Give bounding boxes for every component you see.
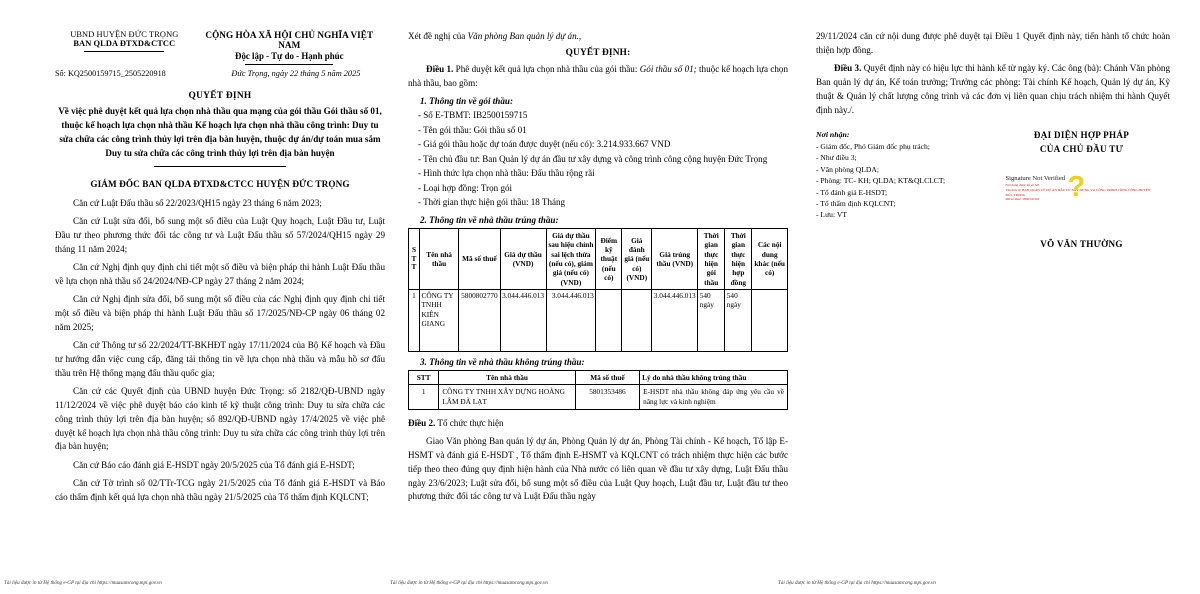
- page-footer: Tài liệu được in từ Hệ thống e-GP tại địa chỉ https://muasamcong.mpi.gov.vn: [778, 580, 936, 586]
- table-header-row: [409, 228, 788, 289]
- preamble-item: Căn cứ Nghị định sửa đổi, bổ sung một số điều của các Nghị định quy định chi tiết một số điều và biện pháp thi hành Luật Đấu thầu số 17/2025/NĐ-CP ngày 06 tháng 02 năm 2025;: [55, 294, 385, 332]
- signer-name: VÕ VĂN THƯỜNG: [1040, 238, 1123, 249]
- col-header-contract-duration: Thời gian thực hiện hợp đồng: [725, 228, 752, 289]
- page-footer: Tài liệu được in từ Hệ thống e-GP tại địa chỉ https://muasamcong.mpi.gov.vn: [390, 580, 548, 586]
- doc-number-row: [55, 69, 385, 78]
- cell-winning-price: 3.044.446.013: [652, 289, 698, 351]
- signature-block: [993, 129, 1170, 248]
- cell-contract-duration: 540 ngày: [725, 289, 752, 351]
- preamble-item: Căn cứ Nghị định quy định chi tiết một số điều và biện pháp thi hành Luật Đấu thầu về lựa chọn nhà thầu số 24/2024/NĐ-CP ngày 27 tháng 2 năm 2024;: [55, 262, 385, 286]
- question-mark-icon: ?: [1067, 170, 1086, 203]
- digital-signature-stamp: [1005, 170, 1158, 219]
- article-2-body: Giao Văn phòng Ban quản lý dự án, Phòng Quản lý dự án, Phòng Tài chính - Kế hoạch, Tổ lập E-HSMT và đánh giá E-HSDT , Tổ thẩm định E-HSMT và KQLCNT có trách nhiệm thực hiện các bước tiếp theo theo đúng quy định hiện hành của Nhà nước có liên quan về đầu tư xây dựng, Luật Đấu thầu ngày 23/6/2023; Luật sửa đổi, bổ sung một số điều của Luật Quy hoạch, Luật đầu tư, Luật đầu tư theo phương thức đối tác công tư và Luật Đấu thầu ngày: [408, 436, 788, 502]
- cell-package-duration: 540 ngày: [698, 289, 725, 351]
- representative-line-1: ĐẠI DIỆN HỢP PHÁP: [1033, 130, 1130, 141]
- col-header-stt: STT: [409, 370, 439, 384]
- cell-tech-score: [596, 289, 622, 351]
- recipients-title: Nơi nhận:: [816, 130, 850, 140]
- recipient-item: - Phòng: TC- KH; QLDA; KT&QLCLCT;: [816, 176, 946, 186]
- col-header-winning-price: Giá trúng thầu (VND): [652, 228, 698, 289]
- proposal-office: Văn phòng Ban quản lý dự án.,: [467, 31, 582, 41]
- column-two: [400, 30, 800, 594]
- cell-stt: 1: [409, 385, 439, 410]
- article-3-text: Quyết định này có hiệu lực thi hành kể từ ngày ký. Các ông (bà): Chánh Văn phòng Ban quản lý dự án, Kế toán trưởng; Trưởng các phòng: Tài chính Kế hoạch, Quản lý dự án, Kỹ thuật & Quản lý chất lượng công trình và các đơn vị liên quan chịu trách nhiệm thi hành Quyết định này./.: [816, 63, 1170, 115]
- recipient-item: - Tổ thẩm định KQLCNT;: [816, 199, 896, 209]
- cell-bidder-name: CÔNG TY TNHH KIÊN GIANG: [419, 289, 458, 351]
- section-3-heading: 3. Thông tin về nhà thầu không trúng thầu:: [420, 356, 585, 367]
- preamble-item: Căn cứ Báo cáo đánh giá E-HSDT ngày 20/5/2025 của Tổ đánh giá E-HSDT;: [73, 459, 355, 470]
- signature-detail-line-2: Tên đơn vị: BAN QUẢN LÝ DỰ ÁN ĐẦU TƯ XÂY DỰNG VÀ CÔNG TRÌNH CÔNG CỘNG HUYỆN ĐỨC TRỌNG: [1005, 187, 1151, 197]
- recipient-item: - Văn phòng QLDA;: [816, 164, 879, 174]
- table-row: [409, 289, 788, 351]
- org-line-2: BAN QLDA ĐTXD&CTCC: [73, 39, 176, 48]
- nation-motto: Độc lập - Tự do - Hạnh phúc: [235, 51, 344, 61]
- article-3: [816, 62, 1170, 117]
- package-info-item: - Thời gian thực hiện gói thầu: 18 Tháng: [418, 197, 566, 208]
- org-line-1: UBND HUYỆN ĐỨC TRỌNG: [70, 30, 179, 39]
- article-2-title: Tổ chức thực hiện: [435, 417, 504, 428]
- col-header-name: Tên nhà thầu: [419, 228, 458, 289]
- cell-bidder-name: CÔNG TY TNHH XÂY DỰNG HOÀNG LÂM ĐÀ LẠT: [439, 385, 575, 410]
- cell-reason: E-HSDT nhà thầu không đáp ứng yêu cầu về năng lực và kinh nghiệm: [640, 385, 788, 410]
- signature-row: [816, 129, 1170, 248]
- col-header-tax: Mã số thuế: [575, 370, 639, 384]
- col-header-tax: Mã số thuế: [459, 228, 500, 289]
- issuing-org: [55, 30, 194, 65]
- cell-stt: 1: [409, 289, 420, 351]
- document-number: Số: KQ2500159715_2505220918: [55, 68, 166, 78]
- winning-bidder-table: [408, 228, 788, 352]
- recipient-item: - Như điều 3;: [816, 153, 857, 163]
- preamble-item: Căn cứ các Quyết định của UBND huyện Đức Trọng: số 2182/QĐ-UBND ngày 11/12/2024 về việc phê duyệt báo cáo kinh tế kỹ thuật công trình: Duy tu sửa chữa các công trình thủy lợi trên địa bàn huyện; số 892/QĐ-UBND ngày 17/4/2025 về việc phê duyệt kế hoạch lựa chọn nhà thầu công trình: Duy tu sửa chữa các công trình thủy lợi trên địa bàn huyện;: [55, 386, 385, 452]
- title-block: [55, 91, 385, 167]
- section-1-heading: 1. Thông tin về gói thầu:: [420, 95, 513, 106]
- col-header-name: Tên nhà thầu: [439, 370, 575, 384]
- article-2-heading: [408, 417, 788, 431]
- col-header-tech-score: Điểm kỹ thuật (nếu có): [596, 228, 622, 289]
- column-one: [0, 30, 400, 594]
- table-row: [409, 385, 788, 410]
- article-1-text: Phê duyệt kết quả lựa chọn nhà thầu của gói thầu:: [453, 64, 640, 75]
- article-1-package: Gói thầu số 01;: [639, 64, 697, 75]
- article-1: [408, 63, 788, 91]
- proposal-consideration: [408, 30, 788, 44]
- article-2-label: Điều 2.: [408, 417, 436, 428]
- page-title: QUYẾT ĐỊNH: [188, 90, 252, 101]
- column-three: [800, 30, 1200, 594]
- cell-tax-code: 5801353486: [575, 385, 639, 410]
- org-divider: [84, 51, 164, 52]
- col-header-bid-price-adjusted: Giá dự thầu sau hiệu chỉnh sai lệch thừa (nếu có), giảm giá (nếu có) (VND): [546, 228, 596, 289]
- decision-heading: QUYẾT ĐỊNH:: [565, 48, 631, 59]
- preamble-item: Căn cứ Luật sửa đổi, bổ sung một số điều của Luật Quy hoạch, Luật Đầu tư, Luật Đầu tư theo phương thức đối tác công tư và Luật Đấu thầu số 57/2024/QH15 ngày 29 tháng 11 năm 2024;: [55, 216, 385, 254]
- national-header: [194, 30, 385, 65]
- table-header-row: [409, 370, 788, 384]
- cell-other: [752, 289, 788, 351]
- signature-detail-line-3: Mã số thuế: 5800345302: [1005, 197, 1040, 202]
- place-and-date: Đức Trọng, ngày 22 tháng 5 năm 2025: [231, 68, 361, 78]
- col-header-reason: Lý do nhà thầu không trúng thầu: [640, 370, 788, 384]
- representative-line-2: CỦA CHỦ ĐẦU TƯ: [1039, 144, 1124, 155]
- section-2-heading: 2. Thông tin về nhà thầu trúng thầu:: [420, 214, 559, 225]
- package-info-item: - Tên chủ đầu tư: Ban Quản lý dự án đầu tư xây dựng và công trình công cộng huyện Đức Trọng: [418, 153, 768, 164]
- col-header-package-duration: Thời gian thực hiện gói thầu: [698, 228, 725, 289]
- package-info-item: - Hình thức lựa chọn nhà thầu: Đấu thầu rộng rãi: [418, 168, 595, 179]
- cell-eval-price: [622, 289, 652, 351]
- cell-bid-price-adjusted: 3.044.446.013: [546, 289, 596, 351]
- package-info-item: - Giá gói thầu hoặc dự toán được duyệt (nếu có): 3.214.933.667 VND: [418, 139, 671, 150]
- package-info-item: - Loại hợp đồng: Trọn gói: [418, 182, 513, 193]
- page-subtitle: Về việc phê duyệt kết quả lựa chọn nhà thầu qua mạng của gói thầu Gói thầu số 01, thuộc kế hoạch lựa chọn nhà thầu Kế hoạch lựa chọn nhà thầu công trình: Duy tu sửa chữa các công trình thủy lợi trên địa bàn huyện, thuộc dự án/dự toán mua sắm Duy tu sửa chữa các công trình thủy lợi trên địa bàn huyện: [58, 105, 382, 158]
- signature-detail-line-1: Nội dung được ký số bởi: [1005, 182, 1040, 187]
- preamble-item: Căn cứ Tờ trình số 02/TTr-TCG ngày 21/5/2025 của Tổ đánh giá E-HSDT và Báo cáo thẩm định kết quả lựa chọn nhà thầu ngày 21/5/2025 của Tổ thẩm định KQLCNT;: [55, 478, 385, 502]
- title-divider: [154, 166, 286, 167]
- issuer-title: GIÁM ĐỐC BAN QLDA ĐTXD&CTCC HUYỆN ĐỨC TRỌNG: [90, 178, 350, 189]
- col-header-bid-price: Giá dự thầu (VND): [500, 228, 546, 289]
- article-1-tail: thuộc kế hoạch lựa chọn nhà thầu, bao gồm:: [408, 64, 788, 89]
- motto-divider: [245, 64, 333, 65]
- non-winning-bidder-table: [408, 370, 788, 410]
- document-header: [55, 30, 385, 65]
- article-3-label: Điều 3.: [834, 63, 862, 74]
- article-1-label: Điều 1.: [426, 64, 454, 75]
- cell-bid-price: 3.044.446.013: [500, 289, 546, 351]
- cell-tax-code: 5800802770: [459, 289, 500, 351]
- package-info-item: - Tên gói thầu: Gói thầu số 01: [418, 124, 527, 135]
- continued-text: 29/11/2024 căn cứ nội dung được phê duyệt tại Điều 1 Quyết định này, tiến hành tổ chức hoàn thiện hợp đồng.: [816, 31, 1170, 55]
- recipients-block: [816, 129, 993, 248]
- col-header-other: Các nội dung khác (nếu có): [752, 228, 788, 289]
- preamble-item: Căn cứ Luật Đấu thầu số 22/2023/QH15 ngày 23 tháng 6 năm 2023;: [73, 197, 322, 208]
- col-header-stt: S T T: [409, 228, 420, 289]
- recipient-item: - Tổ đánh giá E-HSDT;: [816, 187, 888, 197]
- nation-name: CỘNG HÒA XÃ HỘI CHỦ NGHĨA VIỆT NAM: [205, 30, 374, 50]
- recipient-item: - Lưu: VT: [816, 210, 847, 220]
- preamble-item: Căn cứ Thông tư số 22/2024/TT-BKHĐT ngày 17/11/2024 của Bộ Kế hoạch và Đầu tư hướng dẫn việc cung cấp, đăng tải thông tin về lựa chọn nhà thầu và mẫu hồ sơ đấu thầu trên Hệ thống mạng đấu thầu quốc gia;: [55, 340, 385, 378]
- col-header-eval-price: Giá đánh giá (nếu có) (VND): [622, 228, 652, 289]
- page-footer: Tài liệu được in từ Hệ thống e-GP tại địa chỉ https://muasamcong.mpi.gov.vn: [4, 580, 162, 586]
- recipient-item: - Giám đốc, Phó Giám đốc phụ trách;: [816, 142, 930, 152]
- signature-status-text: Signature Not Verified: [1005, 174, 1066, 182]
- proposal-prefix: Xét đề nghị của: [408, 31, 468, 41]
- package-info-item: - Số E-TBMT: IB2500159715: [418, 109, 528, 120]
